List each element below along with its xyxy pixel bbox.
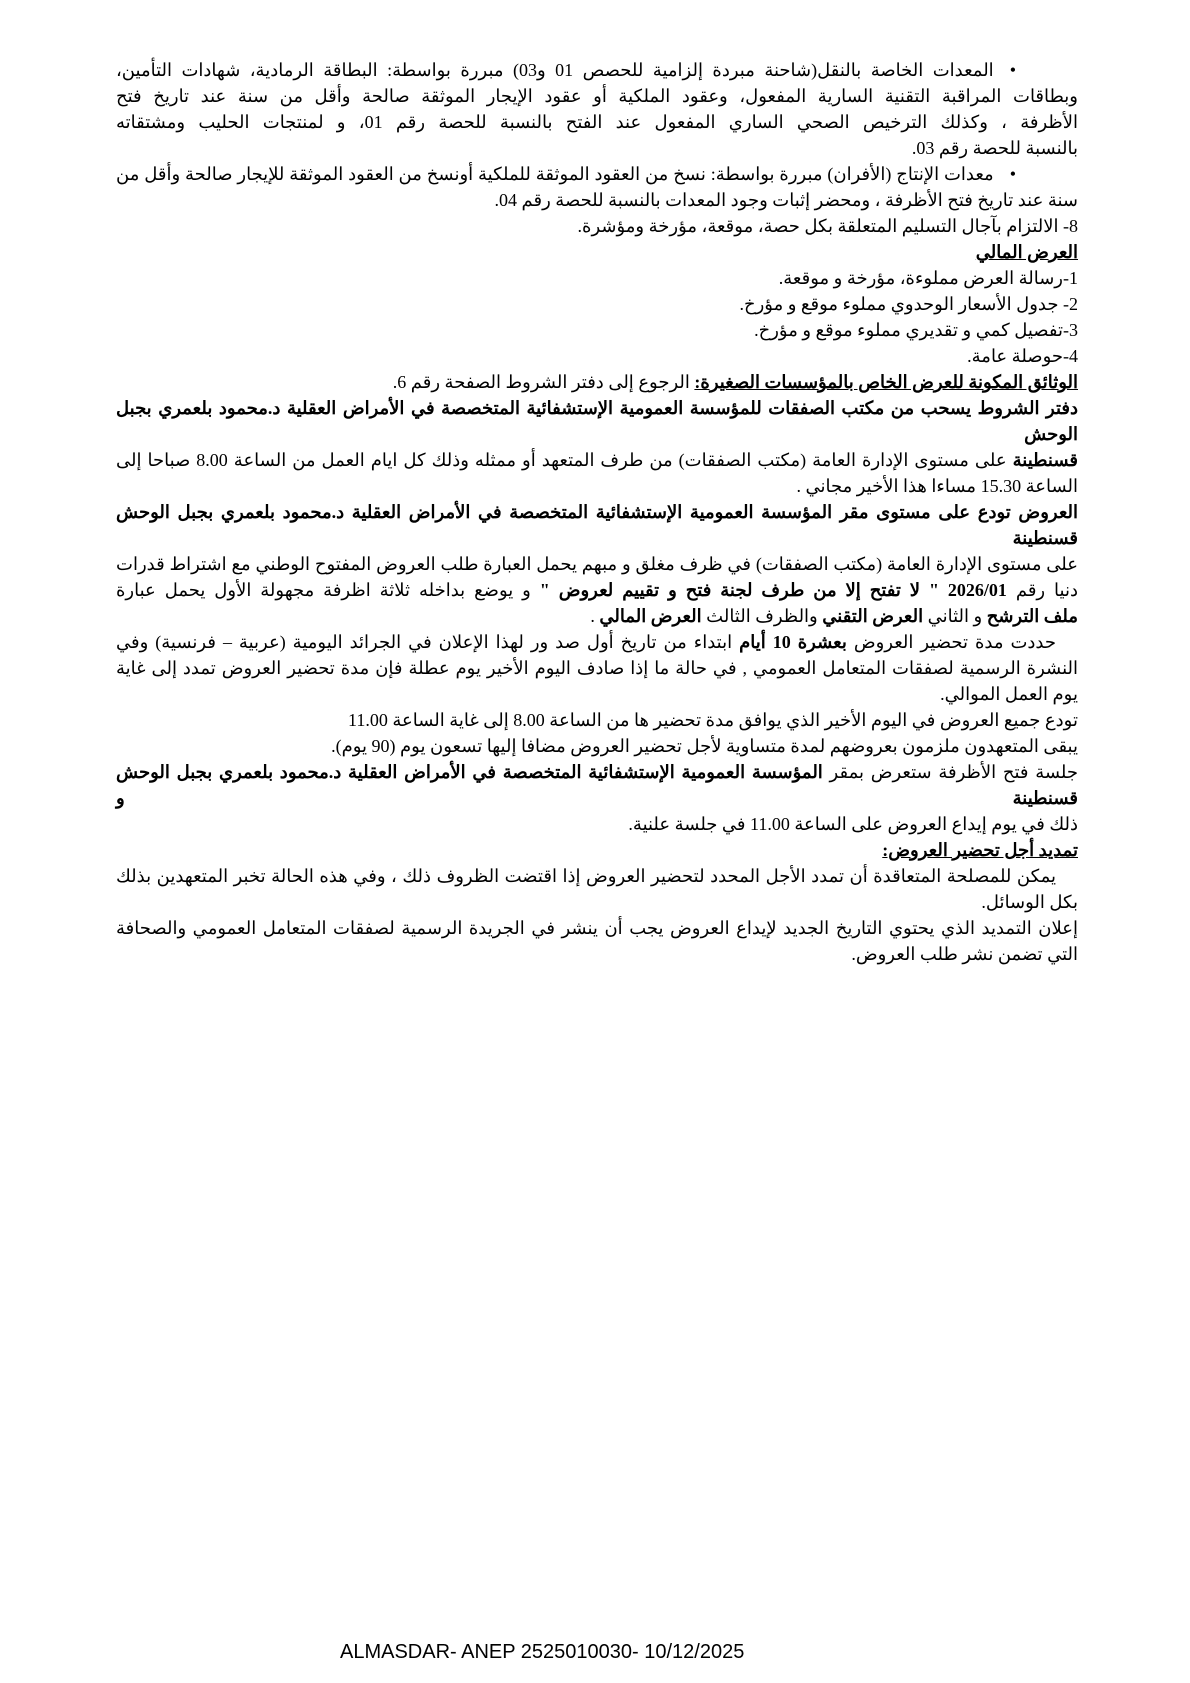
equipment-transport-bullet-line	[116, 83, 1078, 109]
text-run: يوم العمل الموالي.	[940, 684, 1078, 704]
extension-paragraph-line	[116, 889, 1078, 915]
text-run: .	[590, 606, 600, 626]
delivery-commitment-item	[116, 213, 1078, 239]
announcement-publication-paragraph	[116, 915, 1078, 967]
submission-envelope-paragraph-line	[116, 551, 1078, 577]
deposit-day-paragraph-line	[116, 707, 1078, 733]
small-enterprises-docs-paragraph	[116, 369, 1078, 395]
submission-envelope-paragraph	[116, 499, 1078, 629]
text-run: والظرف الثالث	[701, 606, 823, 626]
equipment-transport-bullet-line	[116, 109, 1078, 135]
text-run: 2026/01	[947, 580, 1007, 600]
equipment-production-bullet-line	[116, 161, 1078, 187]
financial-offer-heading	[116, 239, 1078, 265]
text-run: " لا تفتح إلا من طرف لجنة فتح و تقييم لعروض "	[530, 580, 948, 600]
text-run: الرجوع إلى دفتر الشروط الصفحة رقم 6.	[392, 372, 695, 392]
text-run: وبطاقات المراقبة التقنية السارية المفعول، وعقود الملكية أو عقود الإيجار الموثقة صالحة وأقل من سنة عند تاريخ فتح	[116, 86, 1078, 106]
announcement-publication-paragraph-line	[116, 915, 1078, 941]
text-run: جلسة فتح الأظرفة ستعرض بمقر	[822, 762, 1079, 782]
text-run: 1-رسالة العرض مملوءة، مؤرخة و موقعة.	[778, 268, 1078, 288]
financial-offer-heading-line	[116, 239, 1078, 265]
text-run: يمكن للمصلحة المتعاقدة أن تمدد الأجل المحدد لتحضير العروض إذا اقتضت الظروف ذلك ، وفي هذه الحالة تخبر المتعهدين بذلك	[116, 866, 1056, 886]
preparation-period-paragraph-line	[116, 681, 1078, 707]
text-run: المعدات الخاصة بالنقل(شاحنة مبردة إلزامية للحصص 01 و03) مبررة بواسطة: البطاقة الرمادية، شهادات التأمين،	[116, 60, 994, 80]
financial-offer-item-1-line	[116, 265, 1078, 291]
text-run: ابتداء من تاريخ أول صد ور لهذا الإعلان في الجرائد اليومية (عربية – فرنسية) وفي	[116, 632, 740, 652]
equipment-transport-bullet-line	[116, 57, 1078, 83]
text-run: العرض المالي	[599, 606, 702, 626]
text-run: العروض تودع على مستوى مقر المؤسسة العمومية الإستشفائية المتخصصة في الأمراض العقلية د.محمود بلعمري بجبل الوحش قسنطينة	[116, 502, 1078, 548]
financial-offer-item-4	[116, 343, 1078, 369]
text-run: دنيا رقم	[1006, 580, 1078, 600]
text-run: قسنطينة	[1012, 450, 1078, 470]
offers-validity-paragraph	[116, 733, 1078, 759]
text-run: تودع جميع العروض في اليوم الأخير الذي يوافق مدة تحضير ها من الساعة 8.00 إلى غاية الساعة 11.00	[347, 710, 1078, 730]
opening-session-paragraph-line	[116, 811, 1078, 837]
announcement-publication-paragraph-line	[116, 941, 1078, 967]
text-run: حددت مدة تحضير العروض	[846, 632, 1057, 652]
text-run: 2- جدول الأسعار الوحدوي مملوء موقع و مؤرخ.	[739, 294, 1078, 314]
text-run: على مستوى الإدارة العامة (مكتب الصفقات) في ظرف مغلق و مبهم يحمل العبارة طلب العروض المفتوح الوطني مع اشتراط قدرات	[116, 554, 1078, 574]
cahier-withdrawal-paragraph-line	[116, 447, 1078, 473]
text-run: بكل الوسائل.	[981, 892, 1078, 912]
financial-offer-item-1	[116, 265, 1078, 291]
text-run: إعلان التمديد الذي يحتوي التاريخ الجديد لإيداع العروض يجب أن ينشر في الجريدة الرسمية لصفقات المتعامل العمومي والصحافة	[116, 918, 1078, 938]
text-run: ذلك في يوم إيداع العروض على الساعة 11.00 في جلسة علنية.	[628, 814, 1078, 834]
cahier-withdrawal-paragraph-line	[116, 473, 1078, 499]
preparation-period-paragraph	[116, 629, 1078, 707]
deposit-day-paragraph	[116, 707, 1078, 733]
submission-envelope-paragraph-line	[116, 603, 1078, 629]
text-run: النشرة الرسمية لصفقات المتعامل العمومي , في حالة ما إذا صادف اليوم الأخير يوم عطلة فإن مدة تحضير العروض تمدد إلى غاية	[116, 658, 1078, 678]
cahier-withdrawal-paragraph	[116, 395, 1078, 499]
text-run: و الثاني	[923, 606, 987, 626]
financial-offer-item-2	[116, 291, 1078, 317]
submission-envelope-paragraph-line	[116, 499, 1078, 551]
extension-heading-line	[116, 837, 1078, 863]
text-run: الأظرفة ، وكذلك الترخيص الصحي الساري المفعول عند الفتح بالنسبة للحصة رقم 01، و لمنتجات الحليب ومشتقاته	[116, 112, 1078, 132]
small-enterprises-docs-paragraph-line	[116, 369, 1078, 395]
text-run: 8- الالتزام بآجال التسليم المتعلقة بكل حصة، موقعة، مؤرخة ومؤشرة.	[577, 216, 1078, 236]
financial-offer-item-4-line	[116, 343, 1078, 369]
text-run: دفتر الشروط يسحب من مكتب الصفقات للمؤسسة العمومية الإستشفائية المتخصصة في الأمراض العقلية د.محمود بلعمري بجبل الوحش	[116, 398, 1078, 444]
text-run: ملف الترشح	[986, 606, 1078, 626]
text-run: 4-حوصلة عامة.	[967, 346, 1078, 366]
text-run: على مستوى الإدارة العامة (مكتب الصفقات) من طرف المتعهد أو ممثله وذلك كل ايام العمل من الساعة 8.00 صباحا إلى	[116, 450, 1013, 470]
bullet-icon: •	[1009, 60, 1016, 80]
text-run: المؤسسة العمومية الإستشفائية المتخصصة في الأمراض العقلية د.محمود بلعمري بجبل الوحش قسنطينة و	[116, 762, 1078, 808]
extension-paragraph	[116, 863, 1078, 915]
bullet-icon: •	[1009, 164, 1016, 184]
equipment-transport-bullet	[116, 57, 1078, 161]
financial-offer-item-3-line	[116, 317, 1078, 343]
delivery-commitment-item-line	[116, 213, 1078, 239]
submission-envelope-paragraph-line	[116, 577, 1078, 603]
extension-paragraph-line	[116, 863, 1078, 889]
text-run: الوثائق المكونة للعرض الخاص بالمؤسسات الصغيرة:	[694, 372, 1078, 392]
text-run: العرض المالي	[975, 242, 1078, 262]
document-body	[116, 57, 1078, 967]
text-run: سنة عند تاريخ فتح الأظرفة ، ومحضر إثبات وجود المعدات بالنسبة للحصة رقم 04.	[494, 190, 1078, 210]
text-run: يبقى المتعهدون ملزمون بعروضهم لمدة متساوية لأجل تحضير العروض مضافا إليها تسعون يوم (90 يوم).	[331, 736, 1078, 756]
opening-session-paragraph-line	[116, 759, 1078, 811]
extension-heading	[116, 837, 1078, 863]
offers-validity-paragraph-line	[116, 733, 1078, 759]
financial-offer-item-3	[116, 317, 1078, 343]
financial-offer-item-2-line	[116, 291, 1078, 317]
footer-credit: ALMASDAR- ANEP 2525010030- 10/12/2025	[340, 1641, 745, 1663]
text-run: تمديد أجل تحضير العروض:	[882, 840, 1078, 860]
equipment-production-bullet-line	[116, 187, 1078, 213]
opening-session-paragraph	[116, 759, 1078, 837]
text-run: معدات الإنتاج (الأفران) مبررة بواسطة: نسخ من العقود الموثقة للملكية أونسخ من العقود الموثقة للإيجار صالحة وأقل من	[116, 164, 994, 184]
text-run: و يوضع بداخله ثلاثة اظرفة مجهولة الأول يحمل عبارة	[116, 580, 531, 600]
text-run: الساعة 15.30 مساءا هذا الأخير مجاني .	[796, 476, 1078, 496]
text-run: 3-تفصيل كمي و تقديري مملوء موقع و مؤرخ.	[754, 320, 1078, 340]
equipment-production-bullet	[116, 161, 1078, 213]
preparation-period-paragraph-line	[116, 655, 1078, 681]
text-run: التي تضمن نشر طلب العروض.	[851, 944, 1078, 964]
cahier-withdrawal-paragraph-line	[116, 395, 1078, 447]
text-run: بعشرة 10 أيام	[739, 632, 847, 652]
text-run: العرض التقني	[822, 606, 924, 626]
preparation-period-paragraph-line	[116, 629, 1078, 655]
equipment-transport-bullet-line	[116, 135, 1078, 161]
text-run: بالنسبة للحصة رقم 03.	[911, 138, 1078, 158]
